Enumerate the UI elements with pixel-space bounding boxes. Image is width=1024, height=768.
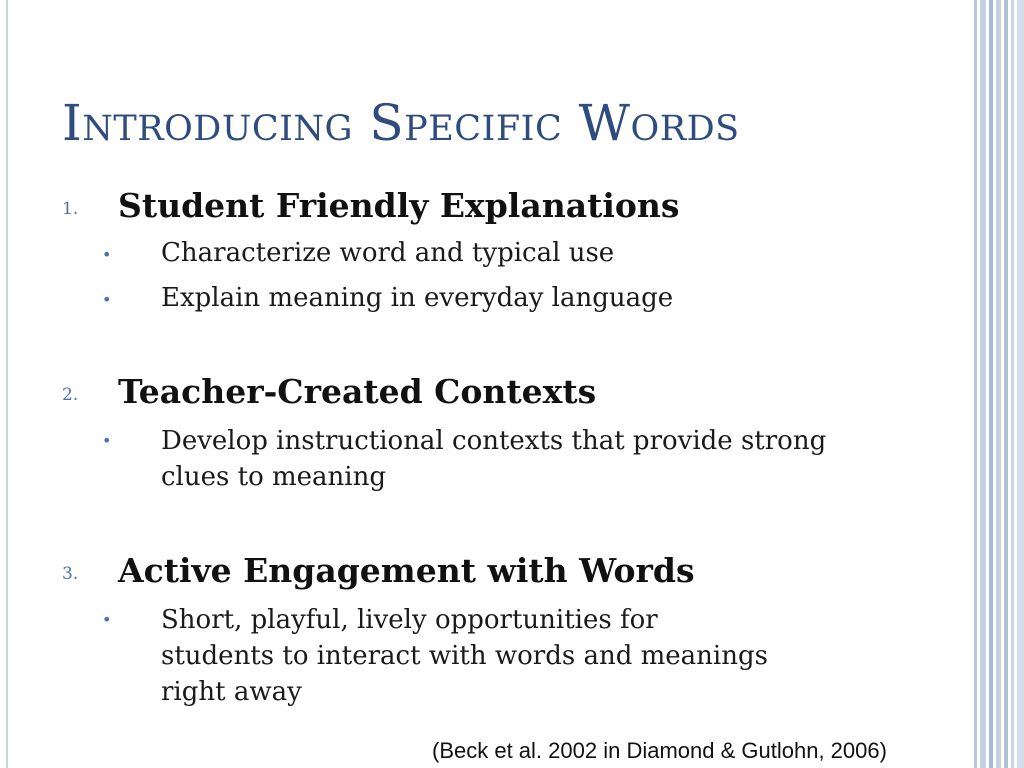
slide-title: Introducing Specific Words (62, 94, 740, 152)
citation: (Beck et al. 2002 in Diamond & Gutlohn, 2006) (432, 738, 887, 763)
item-number: 3. (62, 564, 79, 584)
item-number: 2. (62, 385, 79, 405)
item-heading: Active Engagement with Words (118, 551, 695, 590)
right-stripe (1004, 0, 1008, 768)
right-stripe (980, 0, 986, 768)
item-heading: Student Friendly Explanations (118, 186, 680, 225)
bullet-icon: • (102, 431, 112, 450)
bullet-text: Explain meaning in everyday language (161, 283, 674, 313)
bullet-icon: • (102, 610, 112, 629)
bullet-text: Short, playful, lively opportunities for students to interact with words and meanings right away (161, 605, 768, 707)
right-stripe (996, 0, 1001, 768)
item-number: 1. (62, 199, 79, 219)
bullet-icon: • (102, 245, 112, 264)
right-stripe (1011, 0, 1014, 768)
right-stripe (974, 0, 977, 768)
left-border-rule (6, 0, 8, 768)
item-heading: Teacher-Created Contexts (118, 372, 597, 411)
bullet-text: Develop instructional contexts that provide strong clues to meaning (161, 426, 827, 492)
bullet-text: Characterize word and typical use (161, 238, 615, 268)
bullet-icon: • (102, 290, 112, 309)
right-stripe (1017, 0, 1024, 768)
right-stripe (989, 0, 993, 768)
